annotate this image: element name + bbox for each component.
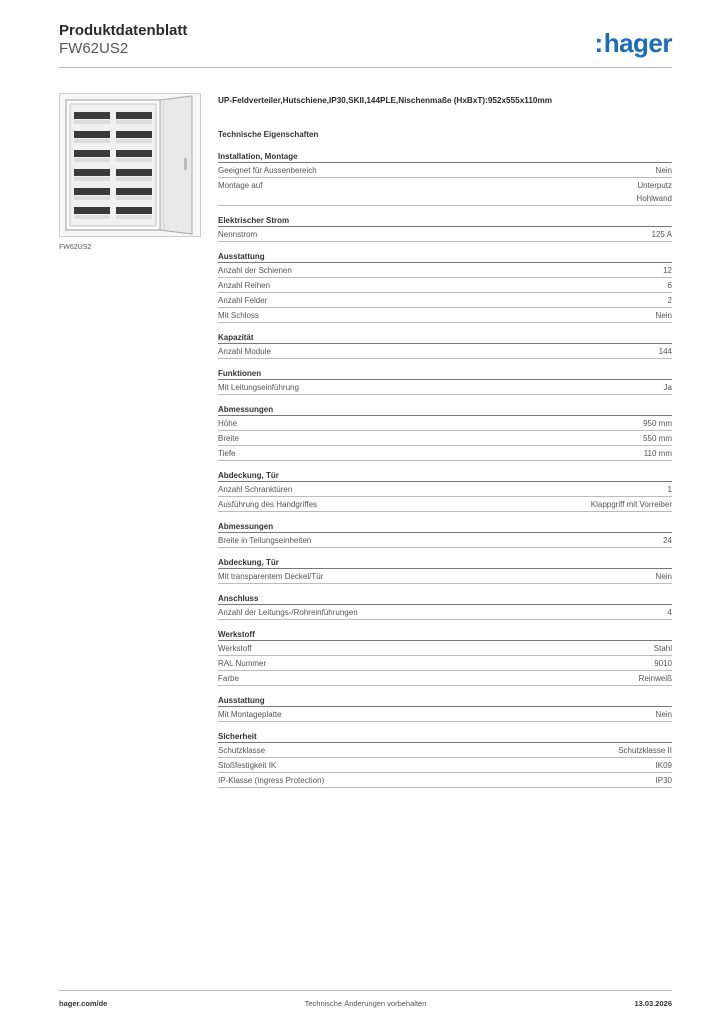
spec-row bbox=[218, 641, 672, 656]
spec-row bbox=[218, 178, 672, 206]
hager-logo: :hager bbox=[594, 28, 672, 58]
product-code: FW62US2 bbox=[59, 40, 129, 57]
spec-row bbox=[218, 227, 672, 242]
rail-module bbox=[116, 112, 152, 119]
rail-cover bbox=[116, 158, 152, 162]
rail-cover bbox=[74, 215, 110, 219]
spec-label: Farbe bbox=[218, 674, 239, 683]
rail-cover bbox=[74, 139, 110, 143]
rail-cover bbox=[74, 158, 110, 162]
spec-row bbox=[218, 773, 672, 788]
spec-row bbox=[218, 278, 672, 293]
spec-row bbox=[218, 308, 672, 323]
page-header bbox=[59, 22, 672, 68]
spec-row bbox=[218, 446, 672, 461]
spec-value: Ja bbox=[663, 383, 672, 392]
spec-value: Nein bbox=[655, 311, 672, 320]
spec-value: IP30 bbox=[655, 776, 672, 785]
rail-module bbox=[74, 131, 110, 138]
section-title: Anschluss bbox=[218, 592, 672, 605]
logo-text: hager bbox=[603, 28, 672, 58]
rail-cover bbox=[116, 120, 152, 124]
spec-label: Geeignet für Aussenbereich bbox=[218, 166, 317, 175]
spec-value: 110 mm bbox=[643, 449, 672, 458]
spec-section bbox=[218, 592, 672, 620]
product-image bbox=[59, 93, 201, 237]
spec-value: Schutzklasse II bbox=[618, 746, 672, 755]
spec-section bbox=[218, 730, 672, 788]
spec-row bbox=[218, 758, 672, 773]
spec-row bbox=[218, 416, 672, 431]
footer-website: hager.com/de bbox=[59, 999, 108, 1008]
rail-module bbox=[116, 207, 152, 214]
section-title: Elektrischer Strom bbox=[218, 214, 672, 227]
section-title: Kapazität bbox=[218, 331, 672, 344]
spec-row bbox=[218, 656, 672, 671]
spec-value: IK09 bbox=[655, 761, 672, 770]
spec-row bbox=[218, 431, 672, 446]
spec-section bbox=[218, 250, 672, 323]
rail-cover bbox=[116, 177, 152, 181]
section-title: Abdeckung, Tür bbox=[218, 556, 672, 569]
distribution-cabinet-illustration bbox=[60, 94, 200, 236]
section-title: Abmessungen bbox=[218, 403, 672, 416]
rail-module bbox=[116, 150, 152, 157]
spec-section bbox=[218, 469, 672, 512]
spec-section bbox=[218, 694, 672, 722]
spec-section bbox=[218, 556, 672, 584]
spec-section bbox=[218, 150, 672, 206]
spec-label: Ausführung des Handgriffes bbox=[218, 500, 318, 509]
spec-label: Tiefe bbox=[218, 449, 236, 458]
spec-label: Anzahl der Schienen bbox=[218, 266, 292, 275]
spec-value: 4 bbox=[667, 608, 672, 617]
spec-value: 1 bbox=[667, 485, 672, 494]
spec-label: IP-Klasse (Ingress Protection) bbox=[218, 776, 325, 785]
technical-properties-title: Technische Eigenschaften bbox=[218, 130, 319, 139]
spec-row bbox=[218, 605, 672, 620]
spec-value: Nein bbox=[655, 710, 672, 719]
image-caption: FW62US2 bbox=[59, 244, 92, 251]
spec-label: Anzahl Module bbox=[218, 347, 271, 356]
spec-value: 12 bbox=[663, 266, 672, 275]
spec-row bbox=[218, 569, 672, 584]
spec-value: 550 mm bbox=[643, 434, 672, 443]
spec-label: RAL Nummer bbox=[218, 659, 267, 668]
spec-value: 2 bbox=[667, 296, 672, 305]
spec-section bbox=[218, 520, 672, 548]
spec-value: 125 A bbox=[651, 230, 672, 239]
rail-cover bbox=[116, 139, 152, 143]
section-title: Abdeckung, Tür bbox=[218, 469, 672, 482]
spec-label: Höhe bbox=[218, 419, 238, 428]
spec-value: Unterputz Hohlwand bbox=[636, 181, 672, 203]
section-title: Sicherheit bbox=[218, 730, 672, 743]
section-title: Ausstattung bbox=[218, 694, 672, 707]
spec-label: Mit Schloss bbox=[218, 311, 259, 320]
spec-label: Werkstoff bbox=[218, 644, 252, 653]
rail-module bbox=[74, 207, 110, 214]
section-title: Ausstattung bbox=[218, 250, 672, 263]
rail-module bbox=[74, 169, 110, 176]
spec-label: Anzahl der Leitungs-/Rohreinführungen bbox=[218, 608, 358, 617]
spec-row bbox=[218, 533, 672, 548]
section-title: Werkstoff bbox=[218, 628, 672, 641]
section-title: Funktionen bbox=[218, 367, 672, 380]
spec-label: Anzahl Felder bbox=[218, 296, 268, 305]
spec-label: Anzahl Schranktüren bbox=[218, 485, 293, 494]
product-description: UP-Feldverteiler,Hutschiene,IP30,SKII,144PLE,Nischenmaße (HxBxT):952x555x110mm bbox=[218, 96, 553, 105]
spec-label: Mit Montageplatte bbox=[218, 710, 282, 719]
spec-value: Nein bbox=[655, 572, 672, 581]
spec-sections bbox=[218, 150, 672, 788]
rail-cover bbox=[116, 196, 152, 200]
spec-value: 24 bbox=[663, 536, 672, 545]
spec-value: 6 bbox=[667, 281, 672, 290]
spec-section bbox=[218, 331, 672, 359]
spec-value: Stahl bbox=[653, 644, 672, 653]
spec-row bbox=[218, 344, 672, 359]
page-footer bbox=[59, 990, 672, 1010]
footer-date: 13.03.2026 bbox=[634, 999, 672, 1008]
spec-row bbox=[218, 482, 672, 497]
spec-label: Breite in Teilungseinheiten bbox=[218, 536, 312, 545]
spec-label: Montage auf bbox=[218, 181, 263, 190]
spec-section bbox=[218, 214, 672, 242]
section-title: Abmessungen bbox=[218, 520, 672, 533]
spec-row bbox=[218, 263, 672, 278]
rail-module bbox=[116, 188, 152, 195]
spec-row bbox=[218, 163, 672, 178]
rail-cover bbox=[74, 196, 110, 200]
document-title: Produktdatenblatt bbox=[59, 22, 188, 39]
spec-value: 9010 bbox=[654, 659, 672, 668]
spec-section bbox=[218, 367, 672, 395]
spec-section bbox=[218, 628, 672, 686]
section-title: Installation, Montage bbox=[218, 150, 672, 163]
spec-value: Nein bbox=[655, 166, 672, 175]
spec-value: 144 bbox=[658, 347, 672, 356]
spec-section bbox=[218, 403, 672, 461]
spec-row bbox=[218, 707, 672, 722]
rail-module bbox=[74, 150, 110, 157]
spec-label: Mit Leitungseinführung bbox=[218, 383, 299, 392]
spec-row bbox=[218, 671, 672, 686]
spec-label: Nennstrom bbox=[218, 230, 258, 239]
spec-value: Reinweiß bbox=[638, 674, 672, 683]
spec-label: Anzahl Reihen bbox=[218, 281, 271, 290]
spec-value: Klappgriff mit Vorreiber bbox=[590, 500, 672, 509]
spec-label: Stoßfestigkeit IK bbox=[218, 761, 277, 770]
spec-row bbox=[218, 497, 672, 512]
spec-label: Breite bbox=[218, 434, 239, 443]
rail-module bbox=[116, 131, 152, 138]
spec-label: Schutzklasse bbox=[218, 746, 266, 755]
rail-module bbox=[74, 188, 110, 195]
rail-module bbox=[116, 169, 152, 176]
spec-row bbox=[218, 380, 672, 395]
spec-row bbox=[218, 743, 672, 758]
rail-cover bbox=[74, 120, 110, 124]
footer-notice: Technische Änderungen vorbehalten bbox=[304, 999, 427, 1008]
spec-value: 950 mm bbox=[643, 419, 672, 428]
spec-row bbox=[218, 293, 672, 308]
rail-cover bbox=[116, 215, 152, 219]
rail-cover bbox=[74, 177, 110, 181]
product-details bbox=[218, 96, 672, 788]
spec-label: Mit transparentem Deckel/Tür bbox=[218, 572, 324, 581]
rail-module bbox=[74, 112, 110, 119]
